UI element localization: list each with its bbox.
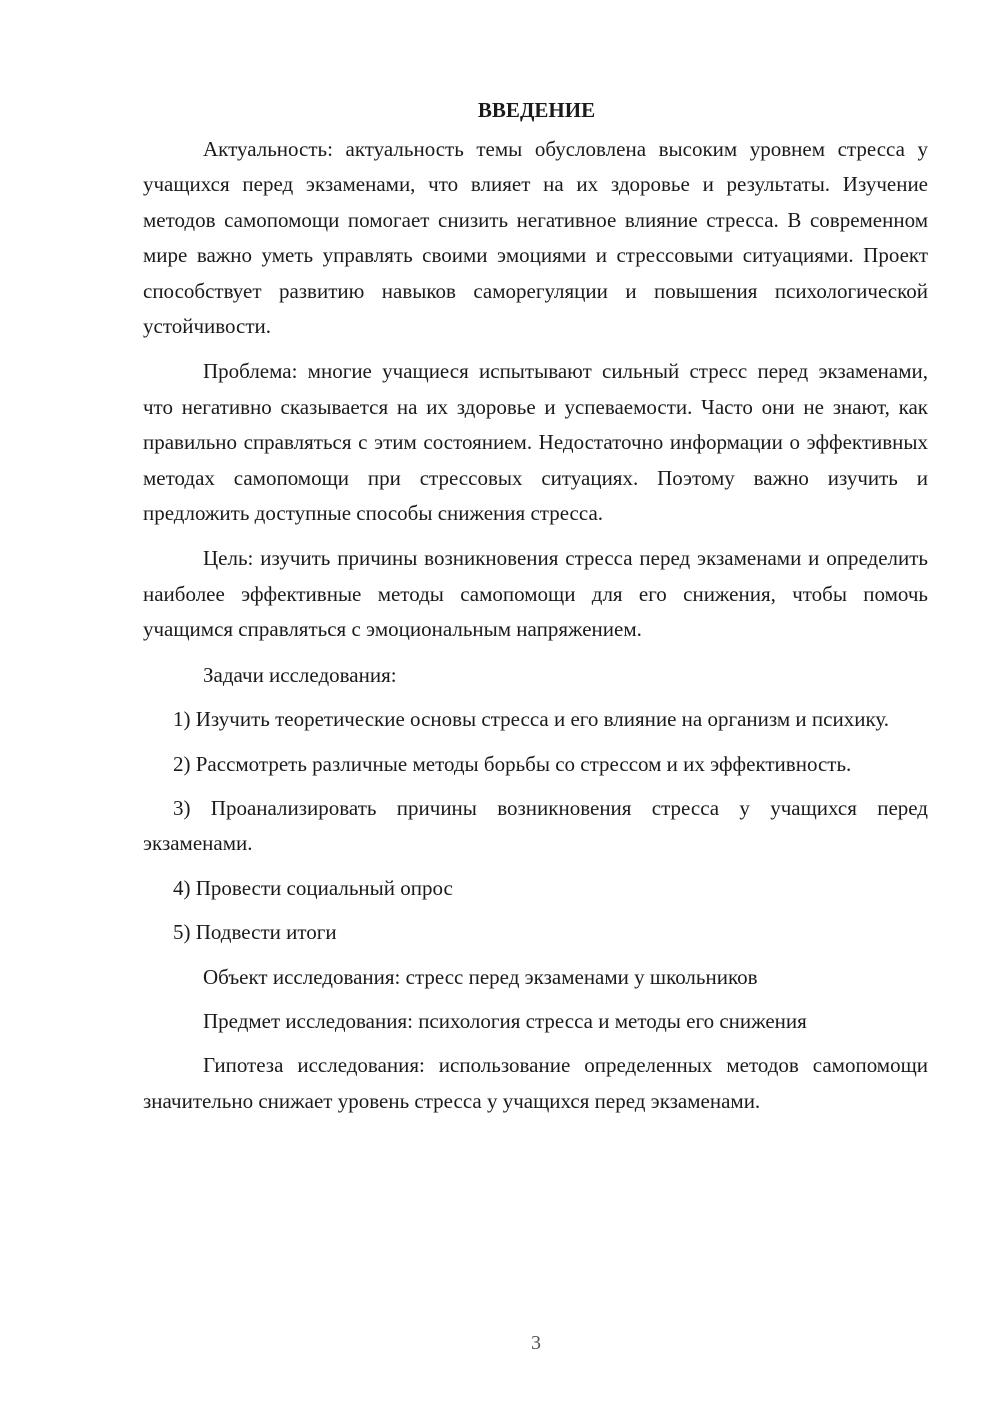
page-title: ВВЕДЕНИЕ [477, 98, 596, 122]
problem-paragraph: Проблема: многие учащиеся испытывают сильный стресс перед экзаменами, что негативно сказывается на их здоровье и успеваемости. Часто они не знают, как правильно справляться с этим состоянием. Недостаточно информации о эффективных методах самопомощи при стрессовых ситуациях. Поэтому важно изучить и предложить доступные способы снижения стресса. [143, 359, 928, 526]
relevance-paragraph: Актуальность: актуальность темы обусловлена высоким уровнем стресса у учащихся перед экзаменами, что влияет на их здоровье и результаты. Изучение методов самопомощи помогает снизить негативное влияние стресса. В современном мире важно уметь управлять своими эмоциями и стрессовыми ситуациями. Проект способствует развитию навыков саморегуляции и повышения психологической устойчивости. [143, 137, 928, 339]
tasks-heading: Задачи исследования: [203, 662, 397, 687]
list-item: 2) Рассмотреть различные методы борьбы со стрессом и их эффективность. [173, 751, 852, 776]
list-item: 5) Подвести итоги [173, 920, 337, 945]
object-paragraph: Объект исследования: стресс перед экзаменами у школьников [203, 964, 758, 989]
list-item: 1) Изучить теоретические основы стресса и его влияние на организм и психику. [173, 707, 890, 732]
document-page [143, 92, 928, 1119]
tasks-list [143, 702, 928, 950]
subject-paragraph: Предмет исследования: психология стресса и методы его снижения [203, 1008, 807, 1033]
goal-paragraph: Цель: изучить причины возникновения стресса перед экзаменами и определить наиболее эффективные методы самопомощи для его снижения, чтобы помочь учащимся справляться с эмоциональным напряжением. [143, 546, 928, 642]
list-item: 4) Провести социальный опрос [173, 875, 453, 900]
hypothesis-paragraph: Гипотеза исследования: использование определенных методов самопомощи значительно снижает уровень стресса у учащихся перед экзаменами. [143, 1053, 928, 1113]
page-number: 3 [531, 1332, 541, 1354]
list-item: 3) Проанализировать причины возникновения стресса у учащихся перед экзаменами. [143, 795, 928, 856]
